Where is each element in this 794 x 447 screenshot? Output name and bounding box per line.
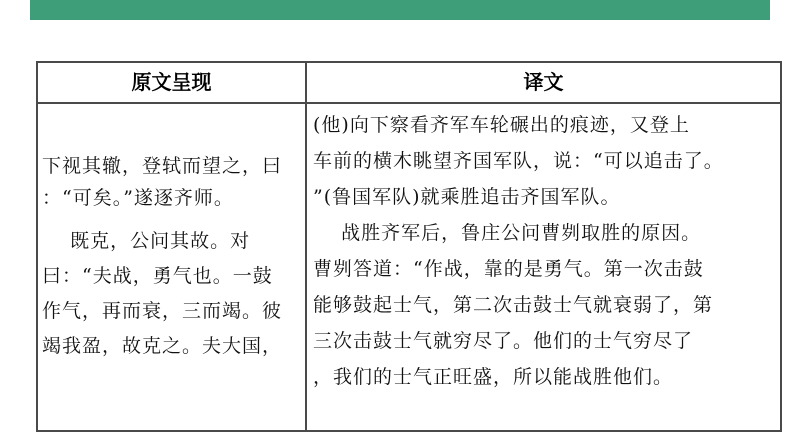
header-original-text: 原文呈现: [131, 70, 212, 94]
original-line: 竭我盈，故克之。夫大国，: [42, 335, 283, 357]
translation-cell: [309, 104, 780, 430]
translation-line: ”(鲁国军队)就乘胜追击齐国军队。: [313, 186, 621, 208]
translation-line: 车前的横木眺望齐国军队，说：“可以追击了。: [313, 150, 724, 172]
translation-line: ，我们的士气正旺盛，所以能战胜他们。: [313, 366, 674, 388]
original-line: 曰：“夫战，勇气也。一鼓: [42, 265, 273, 287]
translation-line: 三次击鼓士气就穷尽了。他们的士气穷尽了: [313, 330, 694, 352]
original-line: 作气，再而衰，三而竭。彼: [42, 300, 283, 322]
table-header-row: [38, 63, 780, 104]
original-line: 既克，公问其故。对: [42, 230, 251, 252]
header-translation: 译文: [523, 70, 564, 94]
translation-line: 曹刿答道：“作战，靠的是勇气。第一次击鼓: [313, 258, 704, 280]
original-line: 下视其辙，登轼而望之，曰: [42, 155, 283, 177]
original-text-cell: [38, 104, 305, 430]
translation-line: (他)向下察看齐军车轮碾出的痕迹，又登上: [313, 114, 690, 136]
translation-line: 战胜齐军后，鲁庄公问曹刿取胜的原因。: [313, 222, 702, 244]
top-accent-bar: [30, 0, 770, 20]
comparison-table: [36, 61, 782, 432]
original-line: ：“可矣。”遂逐齐师。: [42, 187, 234, 209]
column-divider: [305, 63, 307, 430]
translation-line: 能够鼓起士气，第二次击鼓士气就衰弱了，第: [313, 294, 714, 316]
